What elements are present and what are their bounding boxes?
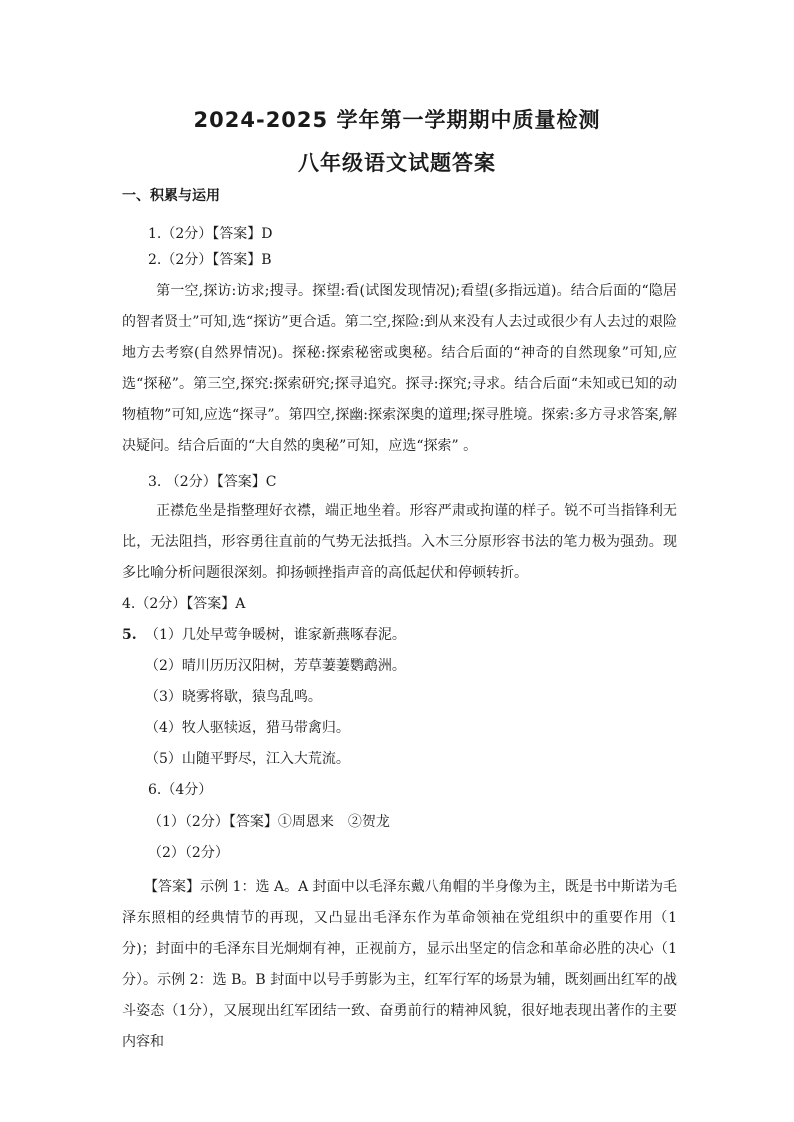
answer-q6-explanation <box>122 872 677 1058</box>
answer-q5-item: （4）牧人驱犊返，猎马带禽归。 <box>145 720 350 736</box>
answer-q6: 6.（4分） <box>148 782 213 798</box>
answer-q6-part2: （2）（2分） <box>148 845 229 861</box>
answer-q2: 2.（2分）【答案】B <box>148 252 272 268</box>
answer-q1: 1.（2分）【答案】D <box>148 226 273 242</box>
answer-q6-part1: （1）（2分）【答案】①周恩来 ②贺龙 <box>148 814 390 830</box>
answer-q5-item: （1）几处早莺争暖树，谁家新燕啄春泥。 <box>145 627 406 643</box>
answer-q5-item: （3）晓雾将歇，猿鸟乱鸣。 <box>145 689 322 705</box>
page-subtitle: 八年级语文试题答案 <box>298 151 496 175</box>
answer-q5-item: （5）山随平野尽，江入大荒流。 <box>145 751 350 767</box>
page-title: 2024-2025 学年第一学期期中质量检测 <box>193 108 601 132</box>
explanation-q3 <box>122 496 677 589</box>
answer-q5-item: （2）晴川历历汉阳树，芳草萋萋鹦鹉洲。 <box>145 658 406 674</box>
explanation-q2-text: 第一空,探访:访求;搜寻。探望:看(试图发现情况);看望(多指远道)。结合后面的“隐居的智者贤士”可知,选“探访”更合适。第二空,探险:到从来没有人去过或很少有人去过的艰险地方去考察(自然界情况)。探秘:探索秘密或奥秘。结合后面的“神奇的自然现象”可知,应选“探秘”。第三空,探究:探索研究;探寻追究。探寻:探究;寻求。结合后面“未知或已知的动物植物”可知,应选“探寻”。第四空,探幽:探索深奥的道理;探寻胜境。探索:多方寻求答案,解决疑问。结合后面的“大自然的奥秘”可知，应选“探索” 。 <box>122 283 677 454</box>
answer-q6-explanation-text: 【答案】示例 1：选 A。A 封面中以毛泽东戴八角帽的半身像为主，既是书中斯诺为毛泽东照相的经典情节的再现，又凸显出毛泽东作为革命领袖在党组织中的重要作用（1分)；封面中的毛泽东目光炯炯有神，正视前方，显示出坚定的信念和革命必胜的决心（1分）。示例 2：选 B。B 封面中以号手剪影为主，红军行军的场景为辅，既刻画出红军的战斗姿态（1分），又展现出红军团结一致、奋勇前行的精神风貌，很好地表现出著作的主要内容和 <box>122 879 677 1050</box>
answer-q5-number: 5. <box>122 627 137 643</box>
section-heading: 一、积累与运用 <box>122 188 220 204</box>
answer-q4: 4.（2分）【答案】A <box>122 596 246 612</box>
explanation-q3-text: 正襟危坐是指整理好衣襟，端正地坐着。形容严肃或拘谨的样子。锐不可当指锋利无比，无法阻挡，形容勇往直前的气势无法抵挡。入木三分原形容书法的笔力极为强劲。现多比喻分析问题很深刻。抑扬顿挫指声音的高低起伏和停顿转折。 <box>122 503 677 581</box>
explanation-q2 <box>122 276 677 462</box>
answer-q3: 3. （2分）【答案】C <box>148 474 277 490</box>
